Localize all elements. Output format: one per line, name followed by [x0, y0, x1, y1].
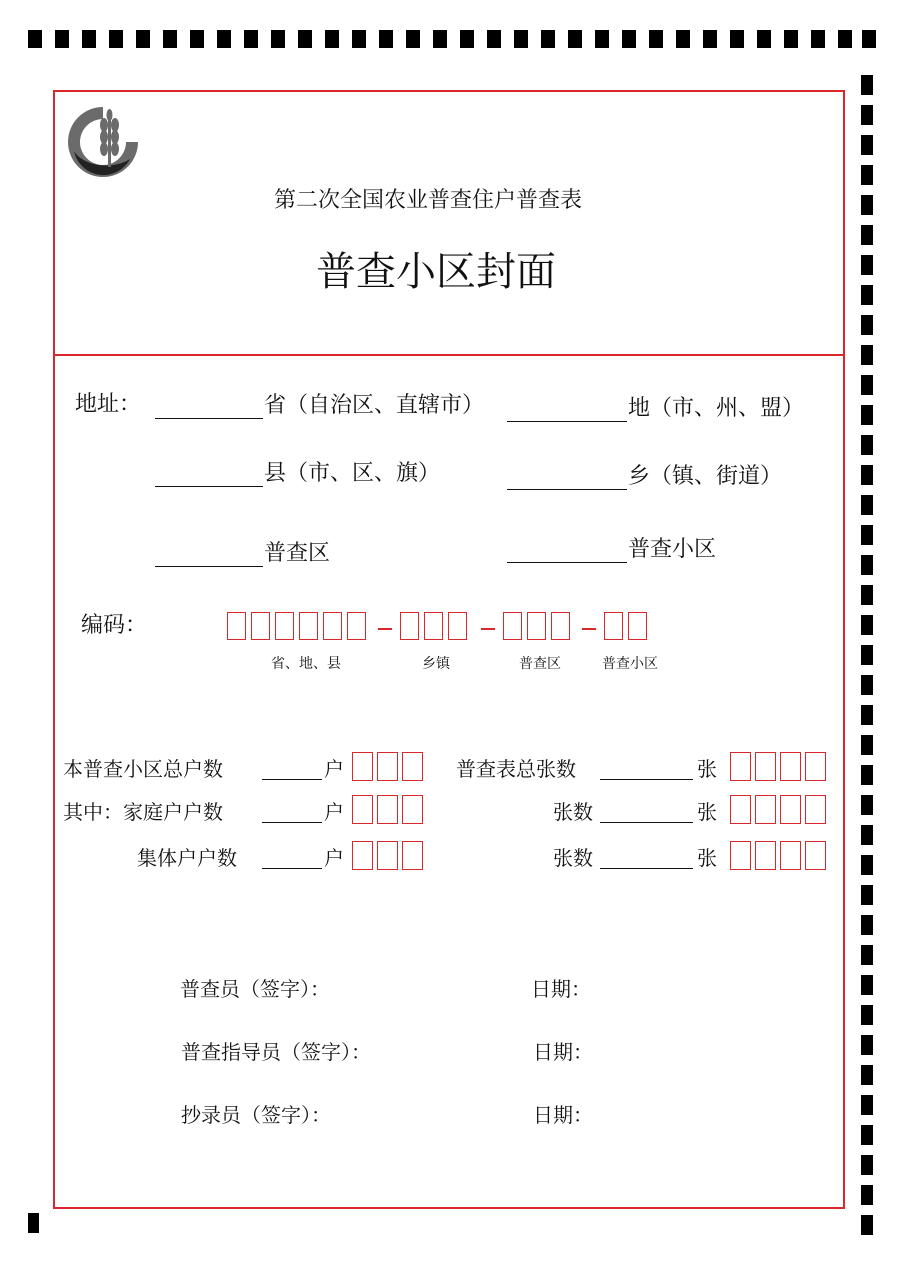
wheat-emblem-icon: [64, 103, 142, 181]
code-legend-subdistrict: 普查小区: [602, 656, 658, 672]
collective-households-label: 集体户户数: [137, 846, 237, 870]
count-digit-box[interactable]: [352, 795, 373, 824]
total-sheets-blank[interactable]: [600, 779, 693, 780]
collective-sheets-label: 张数: [553, 846, 593, 870]
code-digit-box[interactable]: [527, 612, 546, 640]
count-digit-box[interactable]: [402, 841, 423, 870]
county-blank[interactable]: [155, 486, 263, 487]
household-unit: 户: [324, 846, 344, 870]
enumerator-date-label: 日期：: [531, 977, 591, 1001]
sheet-digit-box[interactable]: [805, 795, 826, 824]
family-households-label: 其中：家庭户户数: [63, 800, 223, 824]
prefecture-blank[interactable]: [507, 421, 627, 422]
sheet-digit-box[interactable]: [730, 752, 751, 781]
frame-divider: [53, 354, 845, 356]
household-unit: 户: [324, 757, 344, 781]
code-separator: [582, 628, 596, 630]
subdistrict-suffix: 普查小区: [628, 537, 717, 562]
township-suffix: 乡（镇、街道）: [628, 464, 783, 489]
enumerator-signature-label: 普查员（签字）：: [180, 977, 330, 1001]
code-digit-box[interactable]: [251, 612, 270, 640]
code-digit-box[interactable]: [448, 612, 467, 640]
code-digit-box[interactable]: [628, 612, 647, 640]
family-households-blank[interactable]: [262, 822, 322, 823]
transcriber-signature-label: 抄录员（签字）：: [181, 1103, 331, 1127]
sheet-digit-box[interactable]: [805, 841, 826, 870]
code-label: 编码：: [81, 613, 148, 638]
form-subtitle: 第二次全国农业普查住户普查表: [274, 188, 583, 213]
code-digit-box[interactable]: [604, 612, 623, 640]
code-digit-box[interactable]: [503, 612, 522, 640]
prefecture-suffix: 地（市、州、盟）: [628, 396, 805, 421]
family-sheets-label: 张数: [553, 800, 593, 824]
supervisor-date-label: 日期：: [533, 1040, 593, 1064]
address-label: 地址：: [75, 392, 142, 417]
code-digit-box[interactable]: [424, 612, 443, 640]
district-blank[interactable]: [155, 566, 263, 567]
code-separator: [481, 628, 495, 630]
sheet-unit: 张: [697, 800, 717, 824]
sheet-digit-box[interactable]: [730, 841, 751, 870]
count-digit-box[interactable]: [352, 841, 373, 870]
sheet-digit-box[interactable]: [780, 752, 801, 781]
subdistrict-blank[interactable]: [507, 562, 627, 563]
household-unit: 户: [324, 800, 344, 824]
sheet-digit-box[interactable]: [755, 752, 776, 781]
code-digit-box[interactable]: [347, 612, 366, 640]
sheet-digit-box[interactable]: [805, 752, 826, 781]
county-suffix: 县（市、区、旗）: [264, 461, 441, 486]
total-households-blank[interactable]: [262, 779, 322, 780]
code-separator: [378, 628, 392, 630]
count-digit-box[interactable]: [377, 795, 398, 824]
code-digit-box[interactable]: [275, 612, 294, 640]
count-digit-box[interactable]: [402, 752, 423, 781]
province-blank[interactable]: [155, 418, 263, 419]
code-digit-box[interactable]: [551, 612, 570, 640]
count-digit-box[interactable]: [352, 752, 373, 781]
code-digit-box[interactable]: [227, 612, 246, 640]
count-digit-box[interactable]: [402, 795, 423, 824]
code-legend-province: 省、地、县: [271, 656, 341, 672]
code-digit-box[interactable]: [323, 612, 342, 640]
total-households-label: 本普查小区总户数: [63, 757, 223, 781]
page-title: 普查小区封面: [316, 249, 556, 295]
sheet-unit: 张: [697, 757, 717, 781]
code-legend-township: 乡镇: [422, 656, 450, 672]
total-sheets-label: 普查表总张数: [456, 757, 576, 781]
family-sheets-blank[interactable]: [600, 822, 693, 823]
count-digit-box[interactable]: [377, 841, 398, 870]
transcriber-date-label: 日期：: [533, 1103, 593, 1127]
collective-sheets-blank[interactable]: [600, 868, 693, 869]
province-suffix: 省（自治区、直辖市）: [264, 393, 485, 418]
sheet-digit-box[interactable]: [730, 795, 751, 824]
sheet-digit-box[interactable]: [780, 841, 801, 870]
code-digit-box[interactable]: [400, 612, 419, 640]
code-digit-box[interactable]: [299, 612, 318, 640]
sheet-digit-box[interactable]: [755, 795, 776, 824]
township-blank[interactable]: [507, 489, 627, 490]
code-legend-district: 普查区: [519, 656, 561, 672]
sheet-digit-box[interactable]: [780, 795, 801, 824]
district-suffix: 普查区: [264, 541, 331, 566]
supervisor-signature-label: 普查指导员（签字）：: [181, 1040, 371, 1064]
sheet-unit: 张: [697, 846, 717, 870]
sheet-digit-box[interactable]: [755, 841, 776, 870]
scan-mark-left: [28, 1213, 39, 1233]
collective-households-blank[interactable]: [262, 868, 322, 869]
count-digit-box[interactable]: [377, 752, 398, 781]
